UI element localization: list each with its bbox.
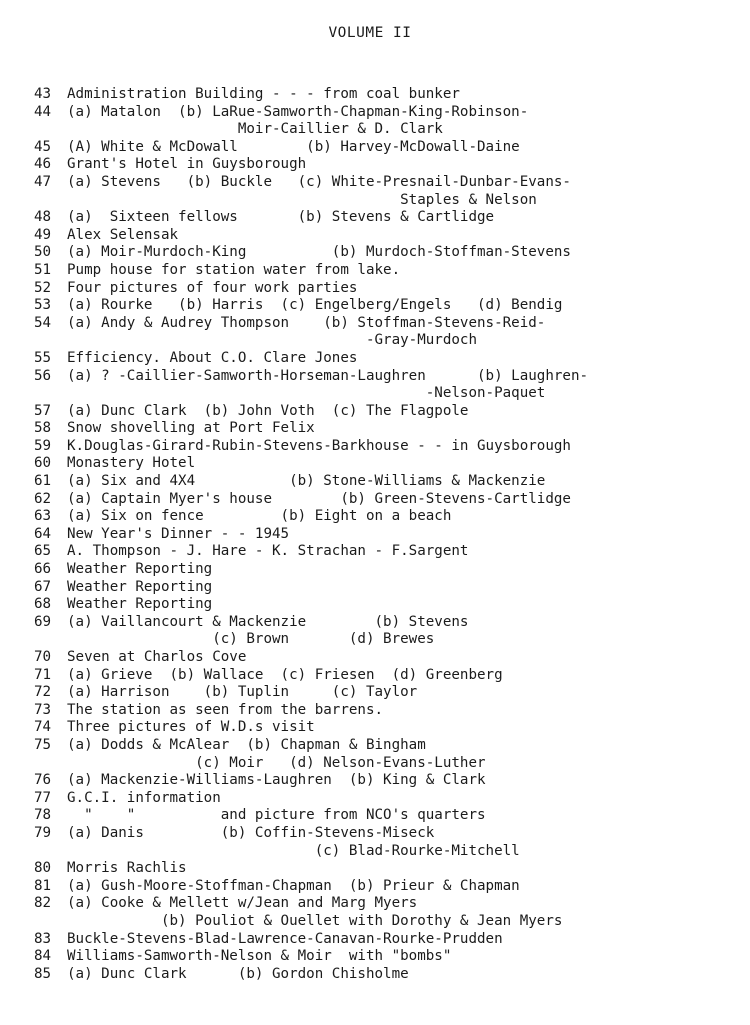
entry-number: 64 — [34, 525, 52, 542]
entry-line: Alex Selensak — [67, 226, 179, 243]
entry-number: 45 — [34, 138, 52, 155]
index-entry — [0, 667, 750, 685]
index-entry — [0, 262, 750, 280]
entry-number: 77 — [34, 789, 52, 806]
index-entry — [0, 825, 750, 860]
entry-description — [67, 790, 750, 808]
entry-description — [67, 262, 750, 280]
entry-description — [67, 931, 750, 949]
index-entry — [0, 543, 750, 561]
index-entry — [0, 350, 750, 368]
entry-line: (a) Danis (b) Coffin-Stevens-Miseck — [67, 824, 435, 841]
entry-description — [67, 702, 750, 720]
entry-line: (c) Brown (d) Brewes — [67, 631, 435, 648]
entry-description — [67, 807, 750, 825]
entry-description — [67, 508, 750, 526]
entry-description — [67, 420, 750, 438]
entry-line: Administration Building - - - from coal bunker — [67, 86, 460, 102]
entry-number: 80 — [34, 860, 52, 877]
entry-number: 73 — [34, 701, 52, 718]
entry-description — [67, 737, 750, 772]
entry-line: Morris Rachlis — [67, 860, 187, 877]
entry-line: Three pictures of W.D.s visit — [67, 719, 315, 736]
entry-number: 62 — [34, 490, 52, 507]
entry-number: 68 — [34, 596, 52, 613]
index-entry — [0, 561, 750, 579]
entry-description — [67, 315, 750, 350]
entry-description — [67, 350, 750, 368]
entry-number: 79 — [34, 824, 52, 841]
entry-description — [67, 860, 750, 878]
entry-number: 81 — [34, 877, 52, 894]
entry-description — [67, 895, 750, 930]
entry-number: 55 — [34, 349, 52, 366]
entry-line: (a) Gush-Moore-Stoffman-Chapman (b) Prieur & Chapman — [67, 877, 520, 894]
entry-number: 58 — [34, 420, 52, 437]
entry-description — [67, 491, 750, 509]
photo-index-list — [0, 86, 750, 983]
entry-description — [67, 878, 750, 896]
index-entry — [0, 244, 750, 262]
entry-line: (a) Rourke (b) Harris (c) Engelberg/Engels (d) Bendig — [67, 297, 563, 314]
entry-line: Williams-Samworth-Nelson & Moir with "bombs" — [67, 948, 452, 965]
entry-line: Snow shovelling at Port Felix — [67, 420, 315, 437]
entry-line: Weather Reporting — [67, 596, 213, 613]
entry-number: 56 — [34, 367, 52, 384]
index-entry — [0, 227, 750, 245]
entry-number: 85 — [34, 965, 52, 982]
entry-number: 63 — [34, 508, 52, 525]
index-entry — [0, 438, 750, 456]
entry-line: A. Thompson - J. Hare - K. Strachan - F.Sargent — [67, 543, 469, 560]
entry-number: 84 — [34, 948, 52, 965]
entry-number: 67 — [34, 578, 52, 595]
entry-number: 60 — [34, 455, 52, 472]
entry-number: 59 — [34, 437, 52, 454]
index-entry — [0, 280, 750, 298]
entry-number: 50 — [34, 244, 52, 261]
entry-description — [67, 455, 750, 473]
entry-description — [67, 948, 750, 966]
index-entry — [0, 807, 750, 825]
entry-line: Grant's Hotel in Guysborough — [67, 156, 307, 173]
entry-line: Buckle-Stevens-Blad-Lawrence-Canavan-Rourke-Prudden — [67, 930, 503, 947]
entry-description — [67, 825, 750, 860]
entry-line: New Year's Dinner - - 1945 — [67, 525, 290, 542]
index-entry — [0, 772, 750, 790]
index-entry — [0, 491, 750, 509]
entry-number: 66 — [34, 561, 52, 578]
entry-number: 65 — [34, 543, 52, 560]
entry-line: (a) Dunc Clark (b) John Voth (c) The Flagpole — [67, 402, 469, 419]
index-entry — [0, 790, 750, 808]
entry-line: (a) ? -Caillier-Samworth-Horseman-Laughren (b) Laughren- — [67, 367, 589, 384]
entry-line: (c) Moir (d) Nelson-Evans-Luther — [67, 754, 486, 771]
index-entry — [0, 579, 750, 597]
index-entry — [0, 508, 750, 526]
entry-line: (a) Stevens (b) Buckle (c) White-Presnail-Dunbar-Evans- — [67, 173, 571, 190]
entry-line: Staples & Nelson — [67, 191, 537, 208]
index-entry — [0, 966, 750, 984]
entry-line: (a) Six and 4X4 (b) Stone-Williams & Mackenzie — [67, 473, 546, 490]
index-entry — [0, 684, 750, 702]
index-entry — [0, 649, 750, 667]
entry-description — [67, 209, 750, 227]
entry-line: (a) Grieve (b) Wallace (c) Friesen (d) Greenberg — [67, 666, 503, 683]
index-entry — [0, 104, 750, 139]
entry-description — [67, 227, 750, 245]
index-entry — [0, 139, 750, 157]
entry-number: 54 — [34, 314, 52, 331]
index-entry — [0, 860, 750, 878]
entry-description — [67, 280, 750, 298]
entry-description — [67, 579, 750, 597]
index-entry — [0, 315, 750, 350]
index-entry — [0, 174, 750, 209]
entry-number: 53 — [34, 297, 52, 314]
index-entry — [0, 895, 750, 930]
entry-number: 76 — [34, 772, 52, 789]
entry-description — [67, 244, 750, 262]
entry-line: (a) Cooke & Mellett w/Jean and Marg Myers — [67, 895, 418, 912]
entry-number: 61 — [34, 473, 52, 490]
entry-description — [67, 473, 750, 491]
entry-line: -Nelson-Paquet — [67, 385, 546, 402]
entry-number: 48 — [34, 209, 52, 226]
entry-number: 72 — [34, 684, 52, 701]
index-entry — [0, 368, 750, 403]
entry-description — [67, 667, 750, 685]
entry-line: (a) Sixteen fellows (b) Stevens & Cartlidge — [67, 209, 495, 226]
entry-number: 75 — [34, 736, 52, 753]
entry-description — [67, 297, 750, 315]
entry-line: (a) Vaillancourt & Mackenzie (b) Stevens — [67, 613, 469, 630]
entry-line: (a) Six on fence (b) Eight on a beach — [67, 508, 452, 525]
entry-line: (a) Harrison (b) Tuplin (c) Taylor — [67, 684, 418, 701]
entry-number: 69 — [34, 613, 52, 630]
entry-number: 47 — [34, 173, 52, 190]
entry-line: Weather Reporting — [67, 578, 213, 595]
index-entry — [0, 420, 750, 438]
entry-description — [67, 543, 750, 561]
entry-description — [67, 719, 750, 737]
entry-description — [67, 368, 750, 403]
entry-line: The station as seen from the barrens. — [67, 701, 384, 718]
entry-number: 83 — [34, 930, 52, 947]
entry-description — [67, 614, 750, 649]
entry-line: (a) Captain Myer's house (b) Green-Stevens-Cartlidge — [67, 490, 571, 507]
index-entry — [0, 297, 750, 315]
entry-description — [67, 438, 750, 456]
entry-number: 44 — [34, 103, 52, 120]
entry-line: Pump house for station water from lake. — [67, 261, 401, 278]
entry-line: Seven at Charlos Cove — [67, 649, 247, 665]
entry-description — [67, 174, 750, 209]
entry-number: 51 — [34, 261, 52, 278]
index-entry — [0, 473, 750, 491]
entry-description — [67, 403, 750, 421]
entry-line: (a) Moir-Murdoch-King (b) Murdoch-Stoffman-Stevens — [67, 244, 571, 261]
entry-description — [67, 86, 750, 104]
entry-number: 74 — [34, 719, 52, 736]
entry-description — [67, 596, 750, 614]
index-entry — [0, 948, 750, 966]
entry-number: 43 — [34, 86, 52, 102]
entry-line: -Gray-Murdoch — [67, 332, 477, 349]
entry-number: 78 — [34, 807, 52, 824]
entry-description — [67, 104, 750, 139]
entry-line: Moir-Caillier & D. Clark — [67, 121, 443, 138]
entry-line: (A) White & McDowall (b) Harvey-McDowall-Daine — [67, 138, 520, 155]
index-entry — [0, 719, 750, 737]
page-title: VOLUME II — [328, 25, 412, 41]
index-entry — [0, 209, 750, 227]
entry-number: 70 — [34, 649, 52, 665]
entry-line: (a) Dunc Clark (b) Gordon Chisholme — [67, 965, 409, 982]
entry-line: Weather Reporting — [67, 561, 213, 578]
entry-line: Four pictures of four work parties — [67, 279, 358, 296]
index-entry — [0, 614, 750, 649]
entry-description — [67, 526, 750, 544]
entry-line: (a) Dodds & McAlear (b) Chapman & Bingham — [67, 736, 426, 753]
entry-description — [67, 966, 750, 984]
entry-description — [67, 684, 750, 702]
entry-number: 82 — [34, 895, 52, 912]
entry-line: (a) Mackenzie-Williams-Laughren (b) King & Clark — [67, 772, 486, 789]
index-entry — [0, 702, 750, 720]
entry-number: 71 — [34, 666, 52, 683]
entry-line: Efficiency. About C.O. Clare Jones — [67, 349, 358, 366]
entry-description — [67, 156, 750, 174]
entry-line: (b) Pouliot & Ouellet with Dorothy & Jean Myers — [67, 912, 563, 929]
index-entry — [0, 455, 750, 473]
entry-description — [67, 139, 750, 157]
index-entry — [0, 403, 750, 421]
index-entry — [0, 526, 750, 544]
entry-line: K.Douglas-Girard-Rubin-Stevens-Barkhouse - - in Guysborough — [67, 437, 571, 454]
entry-line: (a) Andy & Audrey Thompson (b) Stoffman-Stevens-Reid- — [67, 314, 546, 331]
index-entry — [0, 931, 750, 949]
entry-description — [67, 772, 750, 790]
index-entry — [0, 156, 750, 174]
index-entry — [0, 86, 750, 104]
index-entry — [0, 596, 750, 614]
entry-line: " " and picture from NCO's quarters — [67, 807, 486, 824]
index-entry — [0, 737, 750, 772]
entry-number: 52 — [34, 279, 52, 296]
index-entry — [0, 878, 750, 896]
entry-description — [67, 649, 750, 667]
entry-number: 49 — [34, 226, 52, 243]
entry-line: Monastery Hotel — [67, 455, 196, 472]
entry-number: 46 — [34, 156, 52, 173]
entry-line: (a) Matalon (b) LaRue-Samworth-Chapman-King-Robinson- — [67, 103, 529, 120]
entry-number: 57 — [34, 402, 52, 419]
entry-line: G.C.I. information — [67, 789, 221, 806]
entry-description — [67, 561, 750, 579]
entry-line: (c) Blad-Rourke-Mitchell — [67, 842, 520, 859]
